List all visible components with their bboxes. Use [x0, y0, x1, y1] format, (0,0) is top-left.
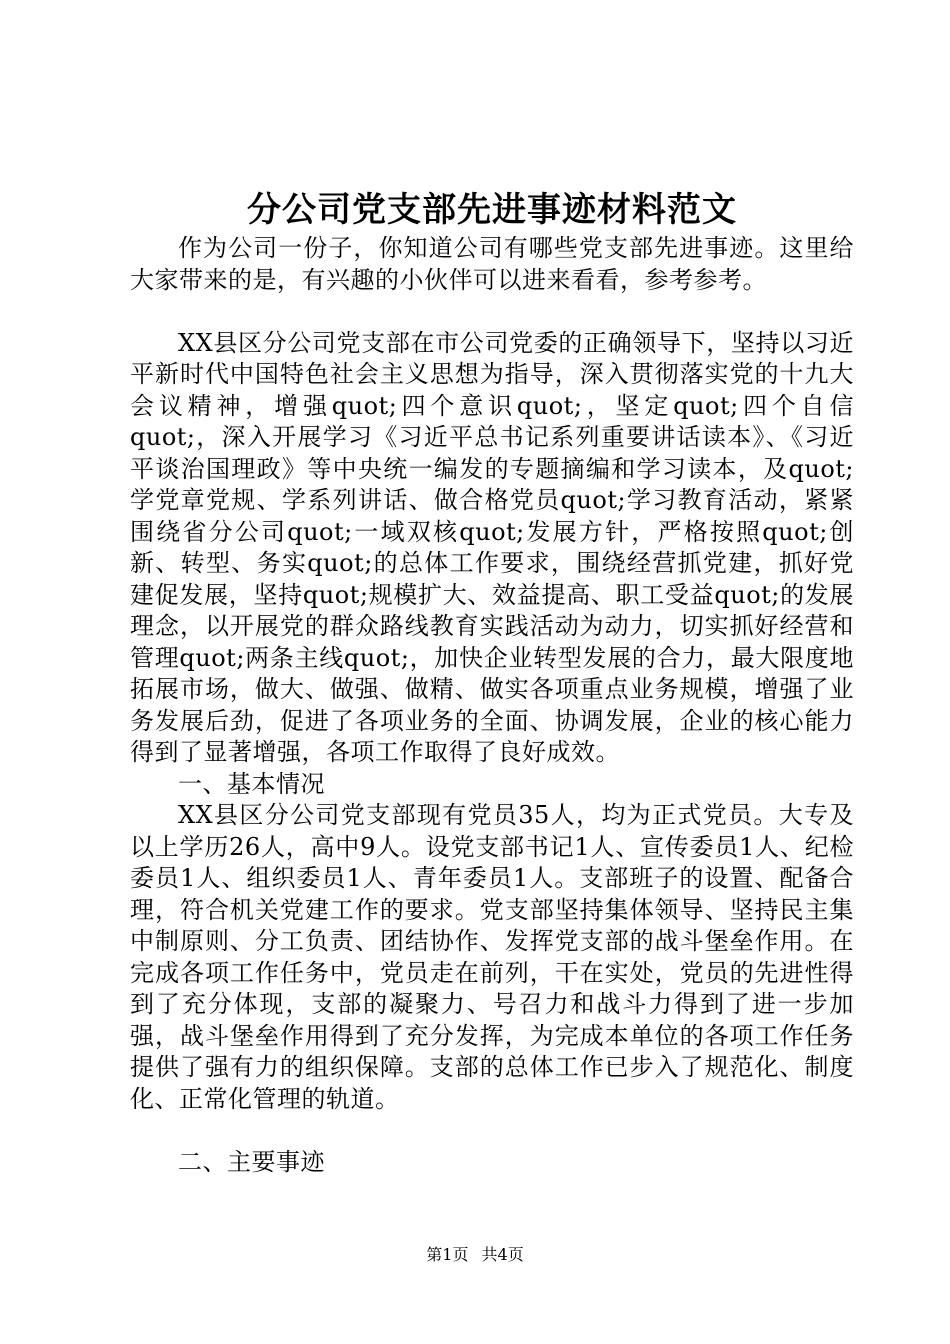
paragraph-spacer [130, 296, 854, 328]
document-body [130, 233, 854, 1178]
paragraph-spacer [130, 1115, 854, 1147]
page-total: 共4页 [481, 1245, 524, 1264]
section-heading-basic-info: 一、基本情况 [178, 769, 325, 798]
document-title: 分公司党支部先进事迹材料范文 [247, 190, 737, 230]
basic-info-paragraph: XX县区分公司党支部现有党员35人，均为正式党员。大专及以上学历26人，高中9人。设党支部书记1人、宣传委员1人、纪检委员1人、组织委员1人、青年委员1人。支部班子的设置、配备合理，符合机关党建工作的要求。党支部坚持集体领导、坚持民主集中制原则、分工负责、团结协作、发挥党支部的战斗堡垒作用。在完成各项工作任务中，党员走在前列，干在实处，党员的先进性得到了充分体现，支部的凝聚力、号召力和战斗力得到了进一步加强，战斗堡垒作用得到了充分发挥，为完成本单位的各项工作任务提供了强有力的组织保障。支部的总体工作已步入了规范化、制度化、正常化管理的轨道。 [130, 801, 854, 1113]
section-heading-main-deeds: 二、主要事迹 [178, 1147, 325, 1176]
page-footer [0, 1244, 950, 1266]
intro-paragraph: 作为公司一份子，你知道公司有哪些党支部先进事迹。这里给大家带来的是，有兴趣的小伙伴可以进来看看，参考参考。 [130, 234, 854, 294]
overview-paragraph: XX县区分公司党支部在市公司党委的正确领导下，坚持以习近平新时代中国特色社会主义思想为指导，深入贯彻落实党的十九大会议精神，增强quot;四个意识quot;，坚定quot;四个自信quot;，深入开展学习《习近平总书记系列重要讲话读本》、《习近平谈治国理政》等中央统一编发的专题摘编和学习读本，及quot;学党章党规、学系列讲话、做合格党员quot;学习教育活动，紧紧围绕省分公司quot;一域双核quot;发展方针，严格按照quot;创新、转型、务实quot;的总体工作要求，围绕经营抓党建，抓好党建促发展，坚持quot;规模扩大、效益提高、职工受益quot;的发展理念，以开展党的群众路线教育实践活动为动力，切实抓好经营和管理quot;两条主线quot;，加快企业转型发展的合力，最大限度地拓展市场，做大、做强、做精、做实各项重点业务规模，增强了业务发展后劲，促进了各项业务的全面、协调发展，企业的核心能力得到了显著增强，各项工作取得了良好成效。 [130, 328, 854, 766]
page-number: 第1页 [426, 1245, 469, 1264]
